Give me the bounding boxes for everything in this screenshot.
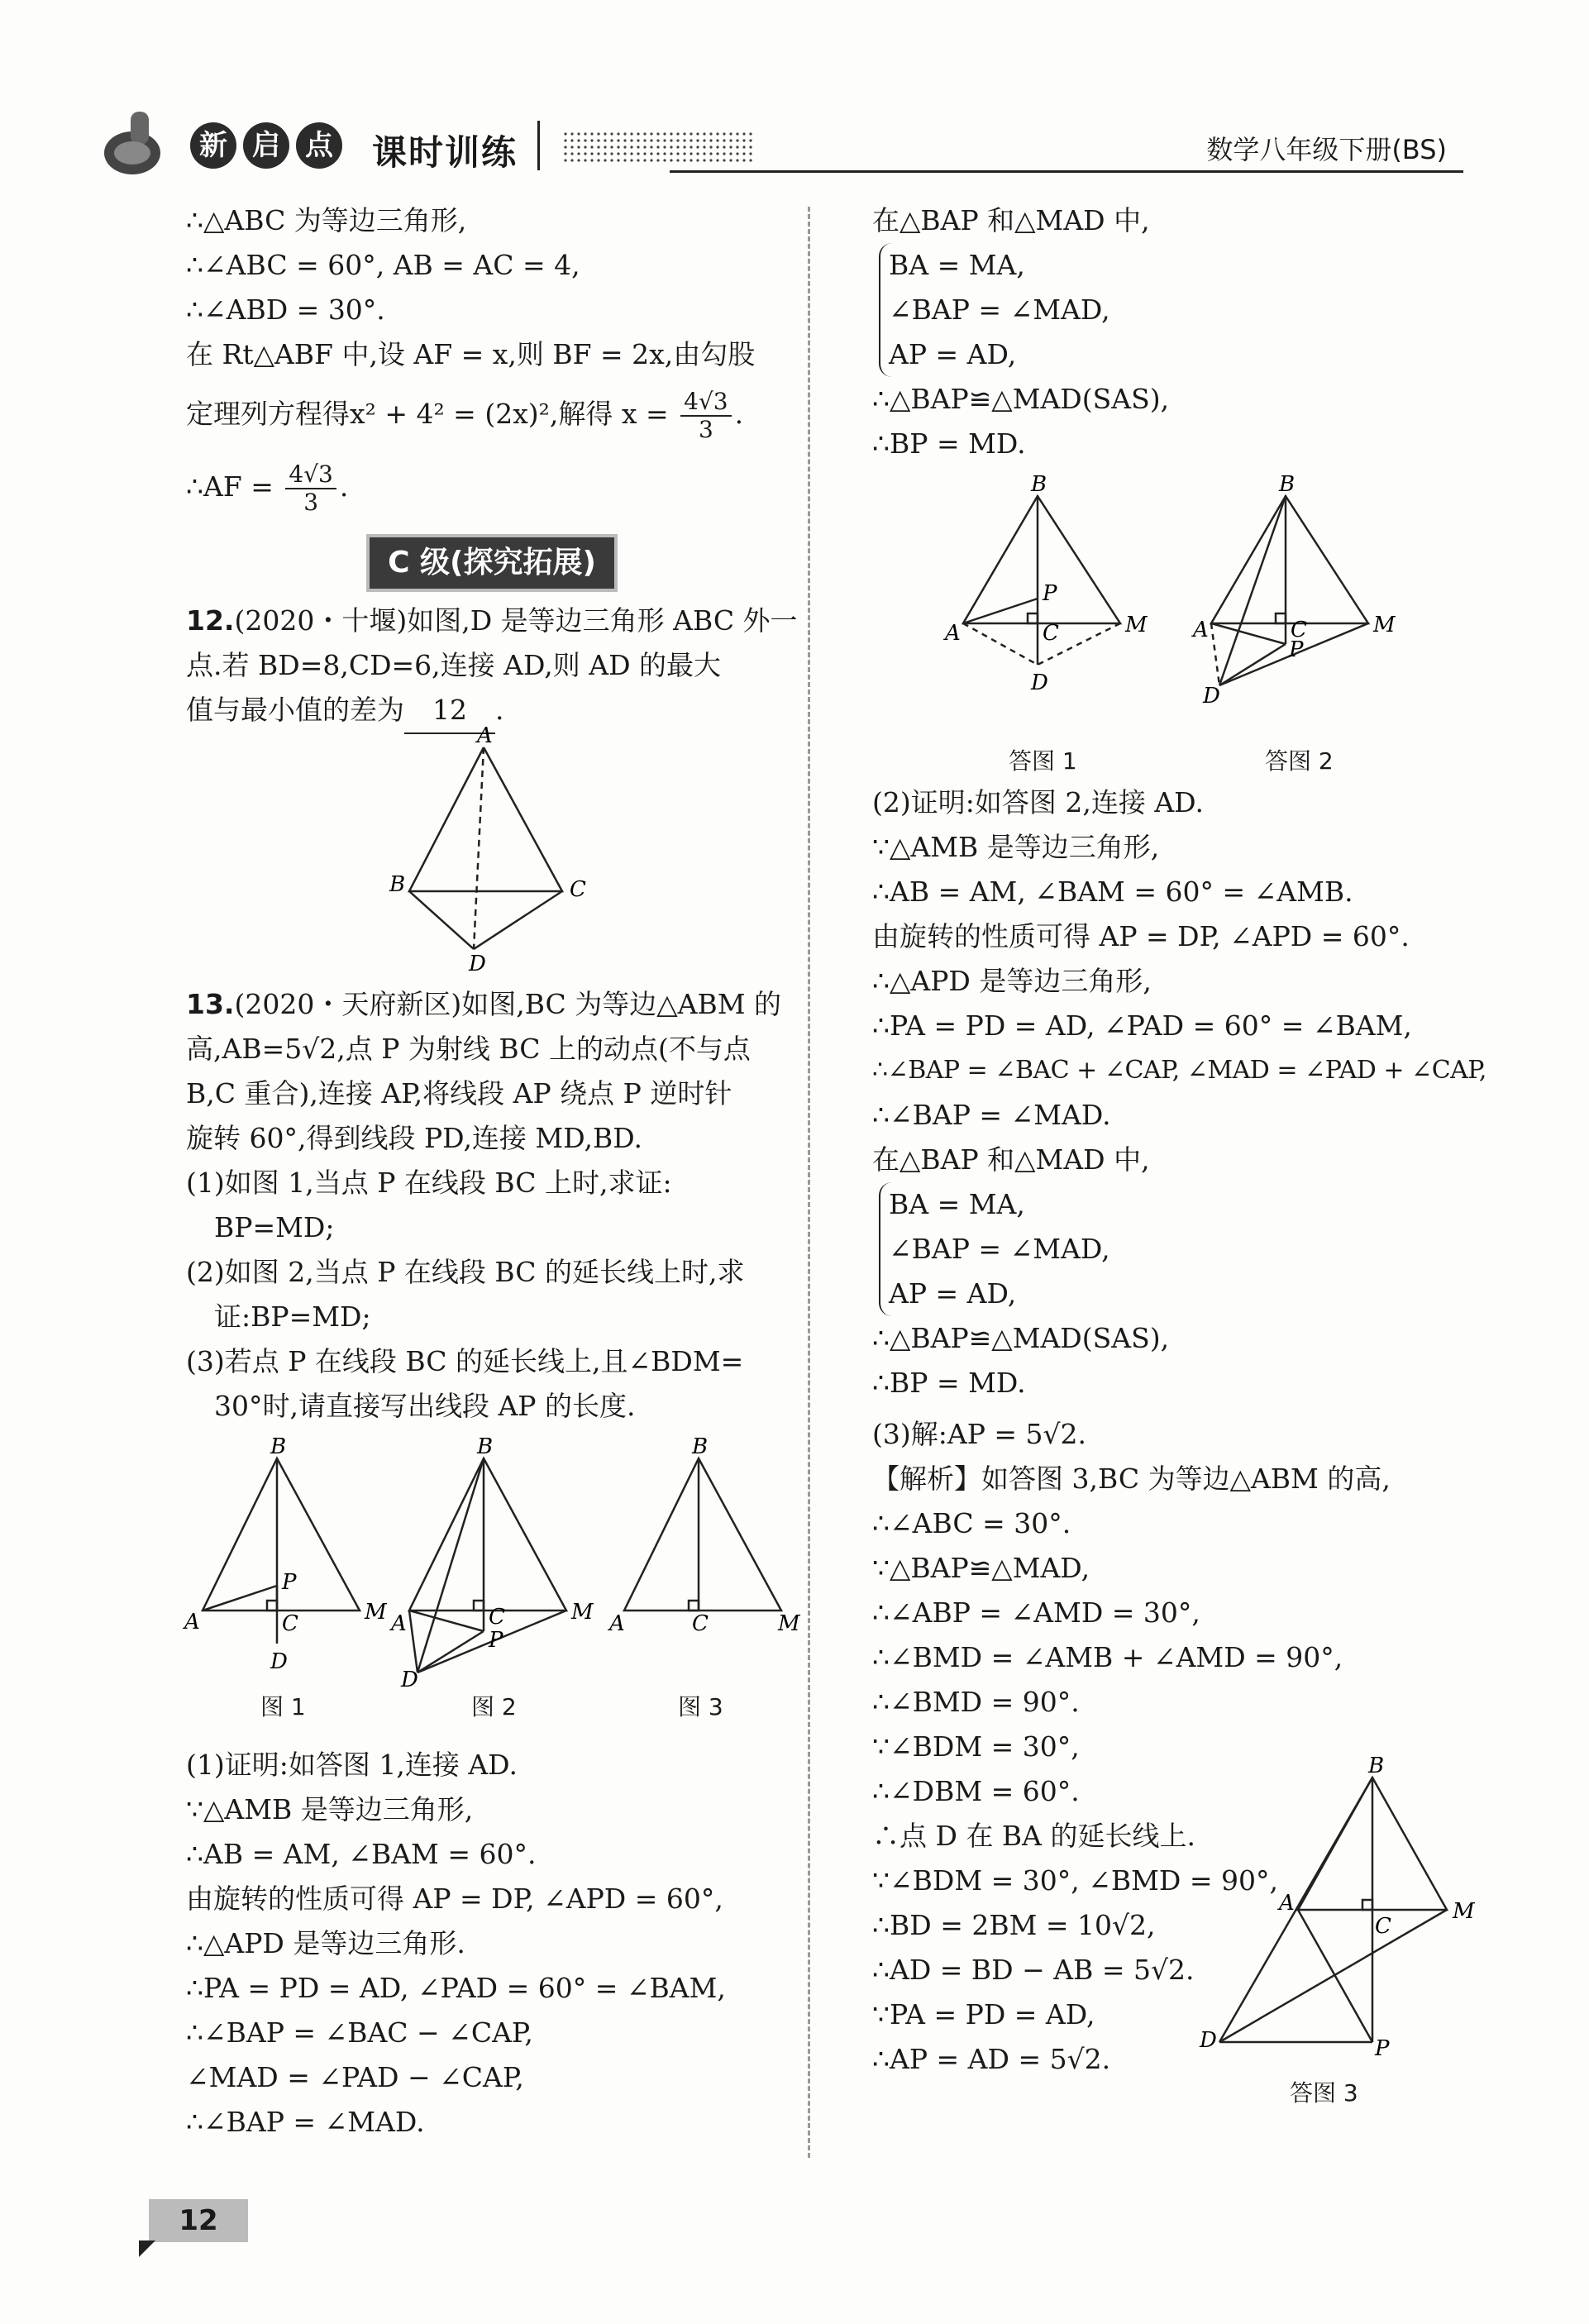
point-label-p: P (1043, 581, 1057, 606)
point-label-m: M (571, 1600, 594, 1625)
fraction-denominator: 3 (303, 489, 319, 516)
solution-line: ∴△ABC 为等边三角形, (186, 204, 467, 236)
point-label-b: B (389, 872, 406, 897)
question-part: 证:BP=MD; (214, 1300, 371, 1333)
column-divider (808, 207, 810, 2158)
point-label-c: C (1043, 621, 1059, 646)
header-separator (537, 121, 540, 170)
fraction-numerator: 4√3 (285, 461, 336, 489)
point-label-b: B (1279, 472, 1296, 497)
solution-line: 定理列方程得x² + 4² = (2x)²,解得 x = $\frac{4√3}{3}$ . (186, 388, 744, 443)
point-label-m: M (778, 1611, 800, 1636)
point-label-b: B (692, 1434, 709, 1459)
point-label-a: A (184, 1610, 200, 1634)
answer-figure-2 (1193, 472, 1396, 723)
thumbs-up-logo-icon (99, 107, 182, 182)
point-label-c: C (692, 1611, 709, 1636)
condition-brace (879, 243, 1110, 377)
question-part: (2)如图 2,当点 P 在线段 BC 的延长线上时,求 (186, 1256, 745, 1288)
header-rule (670, 170, 1463, 173)
proof-line: AP = AD, (889, 338, 1017, 370)
analysis-line: ∴∠ABP = ∠AMD = 30°, (872, 1596, 1200, 1629)
fraction (285, 461, 336, 516)
proof-line: (2)证明:如答图 2,连接 AD. (872, 786, 1204, 818)
point-label-a: A (391, 1611, 407, 1636)
q13-figure-3 (609, 1434, 800, 1652)
point-label-b: B (1368, 1754, 1385, 1778)
point-label-a: A (477, 723, 493, 748)
brand-logo (190, 122, 342, 169)
left-column (186, 198, 798, 2145)
proof-line: ∴PA = PD = AD, ∠PAD = 60° = ∠BAM, (872, 1009, 1412, 1042)
answer-figure-1 (945, 472, 1148, 698)
point-label-m: M (1373, 613, 1396, 637)
question-text: B,C 重合),连接 AP,将线段 AP 绕点 P 逆时针 (186, 1077, 732, 1110)
point-label-p: P (1289, 637, 1304, 662)
question-part: BP=MD; (214, 1211, 335, 1243)
question-13 (186, 982, 798, 1027)
question-text: 旋转 60°,得到线段 PD,连接 MD,BD. (186, 1122, 643, 1154)
q12-figure-area (186, 723, 798, 982)
proof-line: BA = MA, (889, 249, 1025, 281)
analysis-line: ∴∠ABC = 30°. (872, 1507, 1071, 1539)
analysis-line: ∵PA = PD = AD, (872, 1998, 1095, 2031)
point-label-p: P (1375, 2036, 1390, 2061)
proof-line: ∴∠BAP = ∠MAD. (186, 2106, 425, 2138)
analysis-line: ∴点 D 在 BA 的延长线上. (872, 1820, 1195, 1852)
proof-line: ∴BP = MD. (872, 427, 1026, 460)
proof-line: 由旋转的性质可得 AP = DP, ∠APD = 60°, (186, 1883, 723, 1915)
figure-caption: 答图 3 (1290, 2079, 1358, 2107)
proof-line: ∴BP = MD. (872, 1367, 1026, 1399)
point-label-a: A (1279, 1891, 1295, 1916)
point-label-d: D (1203, 684, 1220, 709)
proof-line: (1)证明:如答图 1,连接 AD. (186, 1749, 518, 1781)
point-label-c: C (1375, 1914, 1391, 1939)
point-label-d: D (270, 1649, 288, 1674)
brand-char-3: 点 (296, 122, 342, 169)
question-number: 13. (186, 988, 235, 1020)
proof-line: ∴△BAP≌△MAD(SAS), (872, 1322, 1170, 1354)
point-label-c: C (489, 1605, 505, 1630)
point-label-a: A (945, 621, 961, 646)
solution-line: ∴∠ABD = 30°. (186, 293, 385, 326)
analysis-line: ∵△BAP≌△MAD, (872, 1552, 1090, 1584)
point-label-c: C (282, 1611, 298, 1636)
proof-line: ∴AB = AM, ∠BAM = 60° = ∠AMB. (872, 876, 1353, 908)
q12-figure (376, 723, 608, 976)
analysis-line: 【解析】如答图 3,BC 为等边△ABM 的高, (872, 1463, 1391, 1495)
point-label-d: D (1200, 2028, 1217, 2053)
point-label-a: A (609, 1611, 625, 1636)
brand-char-1: 新 (190, 122, 236, 169)
proof-line: ∴∠BAP = ∠BAC − ∠CAP, (186, 2016, 533, 2049)
analysis-line: ∵∠BDM = 30°, (872, 1730, 1080, 1763)
proof-line: ∴∠BAP = ∠MAD. (872, 1099, 1111, 1131)
brand-char-2: 启 (243, 122, 289, 169)
point-label-d: D (469, 952, 486, 976)
question-part: 30°时,请直接写出线段 AP 的长度. (214, 1390, 636, 1422)
proof-line: ∴△BAP≌△MAD(SAS), (872, 383, 1170, 415)
q13-figure-2 (391, 1434, 594, 1692)
question-text: 值与最小值的差为 (186, 694, 404, 726)
proof-line: 在△BAP 和△MAD 中, (872, 1143, 1150, 1176)
point-label-p: P (282, 1570, 297, 1595)
proof-line: ∠MAD = ∠PAD − ∠CAP, (186, 2061, 524, 2093)
proof-line: ∠BAP = ∠MAD, (889, 293, 1110, 326)
level-badge: C 级(探究拓展) (366, 534, 618, 592)
point-label-c: C (1291, 618, 1307, 642)
point-label-b: B (270, 1434, 287, 1459)
question-12 (186, 599, 798, 643)
question-text: 点.若 BD=8,CD=6,连接 AD,则 AD 的最大 (186, 649, 722, 681)
point-label-d: D (401, 1668, 418, 1692)
q13-figures (186, 1429, 798, 1743)
figure-caption: 图 2 (471, 1693, 517, 1720)
proof-line: ∴△APD 是等边三角形, (872, 965, 1152, 997)
figure-caption: 图 1 (260, 1693, 306, 1720)
analysis-line: ∴∠BMD = ∠AMB + ∠AMD = 90°, (872, 1641, 1343, 1673)
question-text: 值与最小值的差为 12 . (186, 688, 798, 734)
answer-figure-3 (1200, 1754, 1476, 2061)
solution-line: ∴∠ABC = 60°, AB = AC = 4, (186, 249, 580, 281)
equation-text: 定理列方程得x² + 4² = (2x)²,解得 x = (186, 398, 669, 430)
header-dot-pattern (562, 131, 752, 162)
point-label-c: C (570, 877, 586, 902)
point-label-b: B (477, 1434, 494, 1459)
fraction-denominator: 3 (698, 416, 713, 443)
level-heading (186, 534, 798, 592)
proof-line: ∴∠BAP = ∠BAC + ∠CAP, ∠MAD = ∠PAD + ∠CAP, (872, 1056, 1486, 1085)
analysis-line: ∵∠BDM = 30°, ∠BMD = 90°, (872, 1864, 1279, 1897)
question-text: (2020・天府新区)如图,BC 为等边△ABM 的 (234, 988, 782, 1020)
solution-line: 在 Rt△ABF 中,设 AF = x,则 BF = 2x,由勾股 (186, 338, 756, 370)
condition-brace (879, 1182, 1110, 1316)
figure-caption: 答图 2 (1265, 747, 1334, 775)
figure-caption: 答图 1 (1009, 747, 1077, 775)
question-text: (2020・十堰)如图,D 是等边三角形 ABC 外一 (234, 604, 798, 637)
proof-line: ∵△AMB 是等边三角形, (872, 831, 1160, 863)
analysis-line: ∴BD = 2BM = 10√2, (872, 1909, 1156, 1941)
point-label-m: M (365, 1600, 387, 1625)
question-part: (3)若点 P 在线段 BC 的延长线上,且∠BDM= (186, 1345, 744, 1377)
point-label-b: B (1031, 472, 1047, 497)
proof-line: (3)解:AP = 5√2. (872, 1418, 1087, 1450)
point-label-m: M (1453, 1899, 1475, 1924)
analysis-line: ∴AP = AD = 5√2. (872, 2043, 1111, 2075)
point-label-d: D (1031, 670, 1048, 695)
point-label-m: M (1125, 613, 1148, 637)
question-number: 12. (186, 604, 235, 637)
solution-line: ∴AF = $\frac{4√3}{3}$ . (186, 461, 349, 516)
page-header (99, 107, 1472, 182)
proof-line: ∵△AMB 是等边三角形, (186, 1793, 474, 1825)
question-text: 高,AB=5√2,点 P 为射线 BC 上的动点(不与点 (186, 1033, 751, 1065)
fraction (680, 389, 731, 443)
fraction-numerator: 4√3 (680, 389, 731, 417)
answer-blank: 12 (404, 688, 495, 734)
answer-figures-1-2 (872, 466, 1492, 780)
analysis-line: ∴∠DBM = 60°. (872, 1775, 1080, 1807)
analysis-line: ∴AD = BD − AB = 5√2. (872, 1954, 1195, 1986)
page-number: 12 (149, 2199, 248, 2242)
figure-caption: 图 3 (678, 1693, 723, 1720)
point-label-p: P (489, 1628, 503, 1653)
proof-line: AP = AD, (889, 1277, 1017, 1310)
q13-figure-1 (184, 1434, 387, 1674)
point-label-a: A (1193, 618, 1209, 642)
proof-line: ∴PA = PD = AD, ∠PAD = 60° = ∠BAM, (186, 1972, 726, 2004)
proof-line: 在△BAP 和△MAD 中, (872, 204, 1150, 236)
proof-line: ∴AB = AM, ∠BAM = 60°. (186, 1838, 537, 1870)
question-part: (1)如图 1,当点 P 在线段 BC 上时,求证: (186, 1167, 672, 1199)
proof-line: ∠BAP = ∠MAD, (889, 1233, 1110, 1265)
series-title: 课时训练 (372, 132, 518, 173)
analysis-line: ∴∠BMD = 90°. (872, 1686, 1080, 1718)
book-title: 数学八年级下册(BS) (1206, 134, 1447, 165)
equation-text: ∴AF = (186, 470, 274, 503)
proof-line: 由旋转的性质可得 AP = DP, ∠APD = 60°. (872, 920, 1410, 952)
proof-line: BA = MA, (889, 1188, 1025, 1220)
proof-line: ∴△APD 是等边三角形. (186, 1927, 465, 1959)
